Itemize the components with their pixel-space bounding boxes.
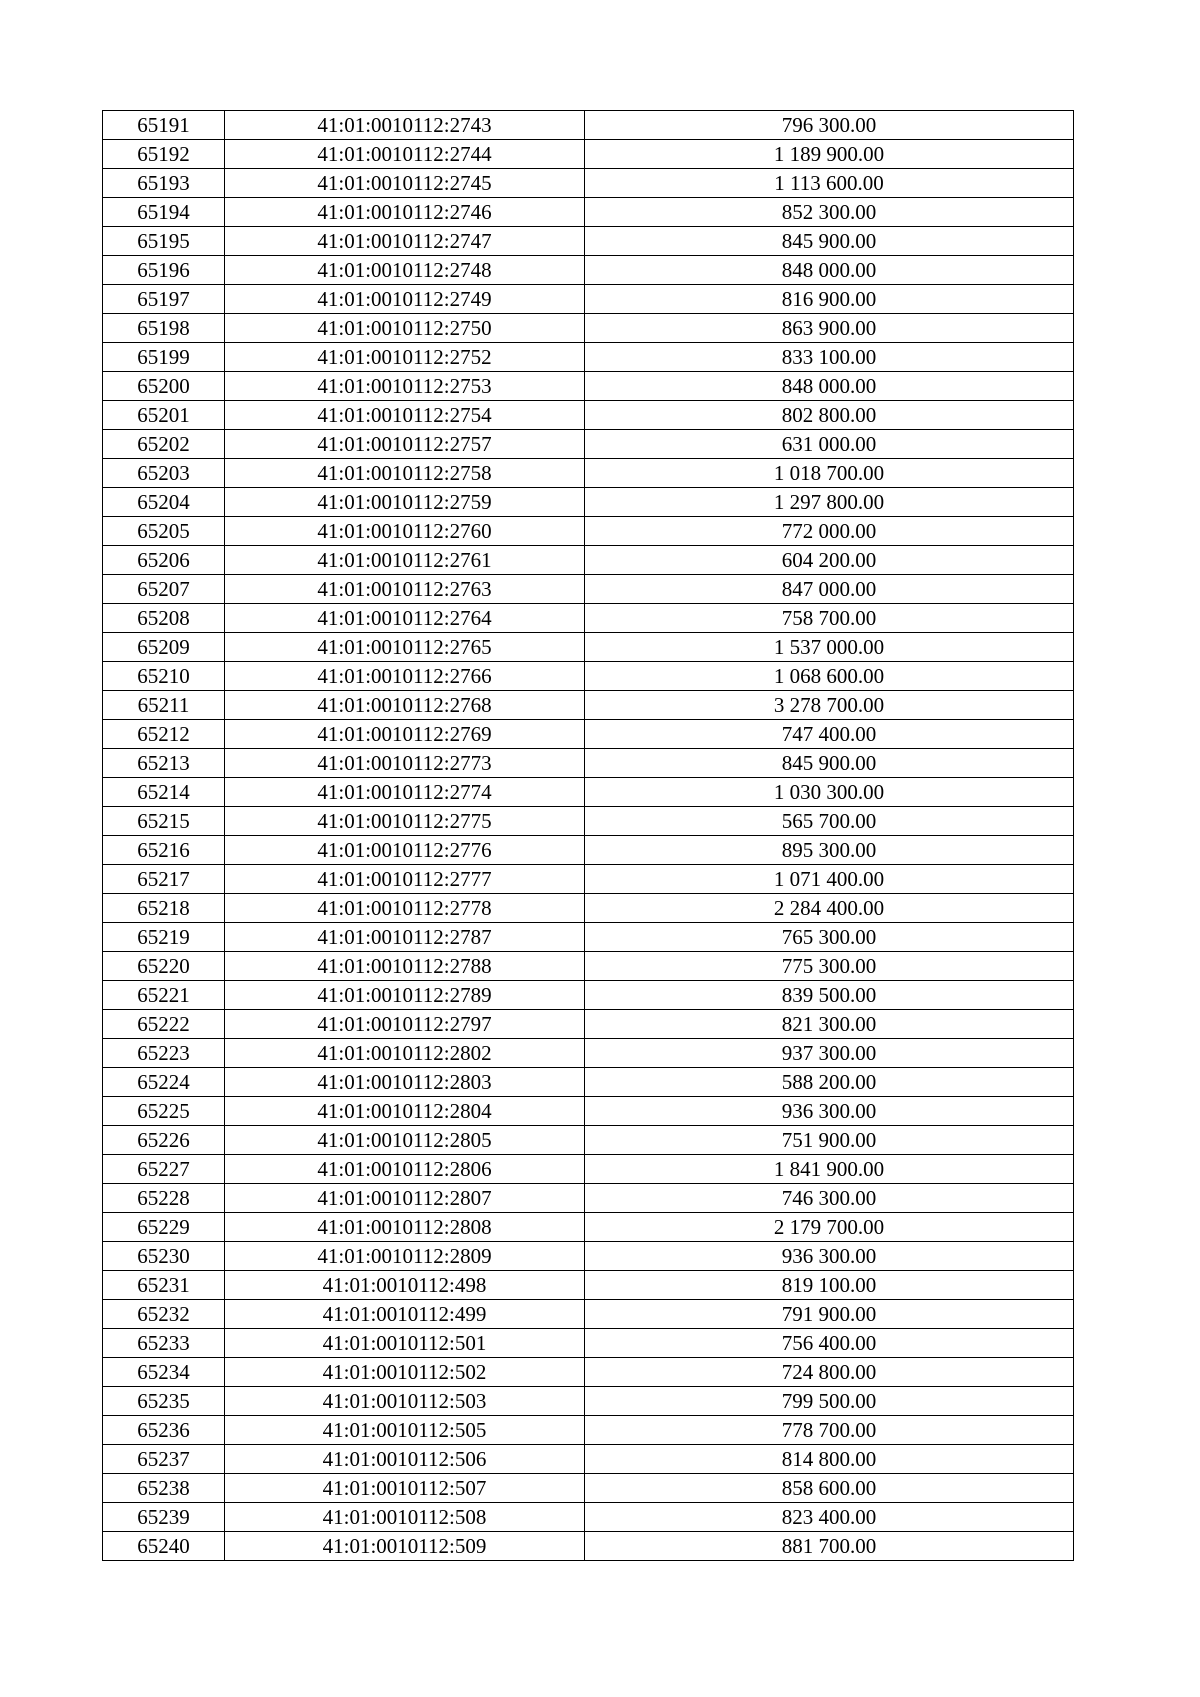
row-number-cell: 65210 [103, 662, 225, 691]
cadastral-number-cell: 41:01:0010112:2768 [225, 691, 585, 720]
row-number-cell: 65236 [103, 1416, 225, 1445]
cadastral-value-cell: 936 300.00 [585, 1097, 1074, 1126]
table-row [103, 169, 1074, 198]
table-row [103, 1358, 1074, 1387]
cadastral-number-cell: 41:01:0010112:2809 [225, 1242, 585, 1271]
row-number-cell: 65227 [103, 1155, 225, 1184]
cadastral-number-cell: 41:01:0010112:2754 [225, 401, 585, 430]
cadastral-value-cell: 746 300.00 [585, 1184, 1074, 1213]
cadastral-value-cell: 772 000.00 [585, 517, 1074, 546]
table-row [103, 1474, 1074, 1503]
table-row [103, 372, 1074, 401]
cadastral-number-cell: 41:01:0010112:2778 [225, 894, 585, 923]
row-number-cell: 65222 [103, 1010, 225, 1039]
table-row [103, 1155, 1074, 1184]
table-row [103, 952, 1074, 981]
cadastral-value-cell: 848 000.00 [585, 372, 1074, 401]
table-row [103, 430, 1074, 459]
cadastral-number-cell: 41:01:0010112:2752 [225, 343, 585, 372]
cadastral-number-cell: 41:01:0010112:2802 [225, 1039, 585, 1068]
cadastral-number-cell: 41:01:0010112:501 [225, 1329, 585, 1358]
table-row [103, 1532, 1074, 1561]
row-number-cell: 65233 [103, 1329, 225, 1358]
cadastral-value-cell: 936 300.00 [585, 1242, 1074, 1271]
cadastral-value-cell: 799 500.00 [585, 1387, 1074, 1416]
cadastral-value-cell: 796 300.00 [585, 111, 1074, 140]
table-row [103, 1242, 1074, 1271]
row-number-cell: 65230 [103, 1242, 225, 1271]
row-number-cell: 65232 [103, 1300, 225, 1329]
table-row [103, 604, 1074, 633]
cadastral-value-cell: 565 700.00 [585, 807, 1074, 836]
row-number-cell: 65212 [103, 720, 225, 749]
table-row [103, 1271, 1074, 1300]
cadastral-value-cell: 588 200.00 [585, 1068, 1074, 1097]
cadastral-value-cell: 765 300.00 [585, 923, 1074, 952]
table-row [103, 691, 1074, 720]
cadastral-value-cell: 604 200.00 [585, 546, 1074, 575]
table-row [103, 778, 1074, 807]
table-row [103, 111, 1074, 140]
cadastral-number-cell: 41:01:0010112:2774 [225, 778, 585, 807]
table-body [103, 111, 1074, 1561]
cadastral-number-cell: 41:01:0010112:2807 [225, 1184, 585, 1213]
cadastral-number-cell: 41:01:0010112:509 [225, 1532, 585, 1561]
cadastral-number-cell: 41:01:0010112:2757 [225, 430, 585, 459]
table-row [103, 981, 1074, 1010]
table-row [103, 1184, 1074, 1213]
cadastral-number-cell: 41:01:0010112:2808 [225, 1213, 585, 1242]
cadastral-number-cell: 41:01:0010112:2759 [225, 488, 585, 517]
table-row [103, 488, 1074, 517]
cadastral-number-cell: 41:01:0010112:2776 [225, 836, 585, 865]
table-row [103, 314, 1074, 343]
table-row [103, 459, 1074, 488]
table-row [103, 749, 1074, 778]
cadastral-number-cell: 41:01:0010112:2773 [225, 749, 585, 778]
cadastral-value-cell: 751 900.00 [585, 1126, 1074, 1155]
cadastral-value-cell: 778 700.00 [585, 1416, 1074, 1445]
table-row [103, 1503, 1074, 1532]
cadastral-value-cell: 747 400.00 [585, 720, 1074, 749]
cadastral-number-cell: 41:01:0010112:2763 [225, 575, 585, 604]
row-number-cell: 65196 [103, 256, 225, 285]
cadastral-value-cell: 1 189 900.00 [585, 140, 1074, 169]
row-number-cell: 65219 [103, 923, 225, 952]
cadastral-value-cell: 3 278 700.00 [585, 691, 1074, 720]
cadastral-number-cell: 41:01:0010112:2760 [225, 517, 585, 546]
cadastral-number-cell: 41:01:0010112:2805 [225, 1126, 585, 1155]
row-number-cell: 65201 [103, 401, 225, 430]
table-row [103, 1300, 1074, 1329]
cadastral-value-cell: 845 900.00 [585, 749, 1074, 778]
row-number-cell: 65240 [103, 1532, 225, 1561]
row-number-cell: 65229 [103, 1213, 225, 1242]
table-row [103, 401, 1074, 430]
cadastral-number-cell: 41:01:0010112:506 [225, 1445, 585, 1474]
cadastral-value-cell: 937 300.00 [585, 1039, 1074, 1068]
row-number-cell: 65234 [103, 1358, 225, 1387]
cadastral-number-cell: 41:01:0010112:2797 [225, 1010, 585, 1039]
cadastral-value-cell: 758 700.00 [585, 604, 1074, 633]
cadastral-value-cell: 756 400.00 [585, 1329, 1074, 1358]
table-row [103, 1445, 1074, 1474]
cadastral-number-cell: 41:01:0010112:2765 [225, 633, 585, 662]
row-number-cell: 65199 [103, 343, 225, 372]
cadastral-value-cell: 845 900.00 [585, 227, 1074, 256]
cadastral-value-cell: 802 800.00 [585, 401, 1074, 430]
table-row [103, 198, 1074, 227]
row-number-cell: 65191 [103, 111, 225, 140]
row-number-cell: 65224 [103, 1068, 225, 1097]
cadastral-value-cell: 1 071 400.00 [585, 865, 1074, 894]
cadastral-value-cell: 1 018 700.00 [585, 459, 1074, 488]
row-number-cell: 65207 [103, 575, 225, 604]
row-number-cell: 65215 [103, 807, 225, 836]
row-number-cell: 65194 [103, 198, 225, 227]
cadastral-value-cell: 1 537 000.00 [585, 633, 1074, 662]
cadastral-value-cell: 863 900.00 [585, 314, 1074, 343]
cadastral-value-cell: 848 000.00 [585, 256, 1074, 285]
table-row [103, 343, 1074, 372]
table-row [103, 836, 1074, 865]
cadastral-value-cell: 631 000.00 [585, 430, 1074, 459]
cadastral-number-cell: 41:01:0010112:2748 [225, 256, 585, 285]
cadastral-number-cell: 41:01:0010112:498 [225, 1271, 585, 1300]
cadastral-number-cell: 41:01:0010112:507 [225, 1474, 585, 1503]
cadastral-number-cell: 41:01:0010112:2804 [225, 1097, 585, 1126]
table-row [103, 517, 1074, 546]
cadastral-number-cell: 41:01:0010112:2743 [225, 111, 585, 140]
row-number-cell: 65200 [103, 372, 225, 401]
table-row [103, 1097, 1074, 1126]
table-row [103, 633, 1074, 662]
row-number-cell: 65205 [103, 517, 225, 546]
cadastral-number-cell: 41:01:0010112:503 [225, 1387, 585, 1416]
row-number-cell: 65204 [103, 488, 225, 517]
row-number-cell: 65203 [103, 459, 225, 488]
cadastral-value-cell: 1 068 600.00 [585, 662, 1074, 691]
cadastral-value-cell: 895 300.00 [585, 836, 1074, 865]
row-number-cell: 65223 [103, 1039, 225, 1068]
cadastral-value-cell: 881 700.00 [585, 1532, 1074, 1561]
table-row [103, 1213, 1074, 1242]
table-row [103, 662, 1074, 691]
row-number-cell: 65211 [103, 691, 225, 720]
row-number-cell: 65237 [103, 1445, 225, 1474]
cadastral-value-cell: 821 300.00 [585, 1010, 1074, 1039]
row-number-cell: 65228 [103, 1184, 225, 1213]
cadastral-number-cell: 41:01:0010112:2749 [225, 285, 585, 314]
table-row [103, 865, 1074, 894]
row-number-cell: 65238 [103, 1474, 225, 1503]
cadastral-number-cell: 41:01:0010112:2806 [225, 1155, 585, 1184]
row-number-cell: 65235 [103, 1387, 225, 1416]
table-row [103, 807, 1074, 836]
cadastral-number-cell: 41:01:0010112:2745 [225, 169, 585, 198]
cadastral-number-cell: 41:01:0010112:2788 [225, 952, 585, 981]
cadastral-value-cell: 775 300.00 [585, 952, 1074, 981]
cadastral-value-cell: 858 600.00 [585, 1474, 1074, 1503]
row-number-cell: 65213 [103, 749, 225, 778]
cadastral-number-cell: 41:01:0010112:2746 [225, 198, 585, 227]
cadastral-value-cell: 724 800.00 [585, 1358, 1074, 1387]
cadastral-number-cell: 41:01:0010112:2753 [225, 372, 585, 401]
cadastral-number-cell: 41:01:0010112:2758 [225, 459, 585, 488]
cadastral-number-cell: 41:01:0010112:2777 [225, 865, 585, 894]
cadastral-value-cell: 814 800.00 [585, 1445, 1074, 1474]
row-number-cell: 65216 [103, 836, 225, 865]
cadastral-number-cell: 41:01:0010112:2744 [225, 140, 585, 169]
cadastral-number-cell: 41:01:0010112:2803 [225, 1068, 585, 1097]
row-number-cell: 65192 [103, 140, 225, 169]
row-number-cell: 65193 [103, 169, 225, 198]
table-row [103, 575, 1074, 604]
cadastral-number-cell: 41:01:0010112:499 [225, 1300, 585, 1329]
row-number-cell: 65239 [103, 1503, 225, 1532]
row-number-cell: 65214 [103, 778, 225, 807]
cadastral-value-cell: 833 100.00 [585, 343, 1074, 372]
row-number-cell: 65206 [103, 546, 225, 575]
cadastral-number-cell: 41:01:0010112:2764 [225, 604, 585, 633]
table-row [103, 894, 1074, 923]
cadastral-number-cell: 41:01:0010112:505 [225, 1416, 585, 1445]
cadastral-number-cell: 41:01:0010112:2769 [225, 720, 585, 749]
table-row [103, 923, 1074, 952]
cadastral-number-cell: 41:01:0010112:2787 [225, 923, 585, 952]
cadastral-number-cell: 41:01:0010112:508 [225, 1503, 585, 1532]
row-number-cell: 65231 [103, 1271, 225, 1300]
row-number-cell: 65218 [103, 894, 225, 923]
table-row [103, 1068, 1074, 1097]
table-row [103, 1416, 1074, 1445]
cadastral-value-cell: 2 284 400.00 [585, 894, 1074, 923]
cadastral-value-cell: 819 100.00 [585, 1271, 1074, 1300]
row-number-cell: 65208 [103, 604, 225, 633]
table-row [103, 1329, 1074, 1358]
table-row [103, 285, 1074, 314]
cadastral-value-table [102, 110, 1074, 1561]
cadastral-number-cell: 41:01:0010112:2750 [225, 314, 585, 343]
cadastral-number-cell: 41:01:0010112:2761 [225, 546, 585, 575]
cadastral-number-cell: 41:01:0010112:502 [225, 1358, 585, 1387]
row-number-cell: 65195 [103, 227, 225, 256]
table-row [103, 140, 1074, 169]
cadastral-value-cell: 1 030 300.00 [585, 778, 1074, 807]
table-row [103, 1387, 1074, 1416]
cadastral-value-cell: 1 297 800.00 [585, 488, 1074, 517]
table-row [103, 546, 1074, 575]
table-row [103, 256, 1074, 285]
row-number-cell: 65198 [103, 314, 225, 343]
table-row [103, 1010, 1074, 1039]
cadastral-value-cell: 791 900.00 [585, 1300, 1074, 1329]
cadastral-value-cell: 1 841 900.00 [585, 1155, 1074, 1184]
cadastral-value-cell: 839 500.00 [585, 981, 1074, 1010]
row-number-cell: 65221 [103, 981, 225, 1010]
row-number-cell: 65226 [103, 1126, 225, 1155]
cadastral-number-cell: 41:01:0010112:2789 [225, 981, 585, 1010]
cadastral-value-cell: 2 179 700.00 [585, 1213, 1074, 1242]
cadastral-number-cell: 41:01:0010112:2775 [225, 807, 585, 836]
cadastral-value-cell: 1 113 600.00 [585, 169, 1074, 198]
cadastral-value-cell: 847 000.00 [585, 575, 1074, 604]
table-row [103, 1039, 1074, 1068]
cadastral-value-cell: 823 400.00 [585, 1503, 1074, 1532]
row-number-cell: 65197 [103, 285, 225, 314]
row-number-cell: 65225 [103, 1097, 225, 1126]
cadastral-value-cell: 816 900.00 [585, 285, 1074, 314]
cadastral-value-cell: 852 300.00 [585, 198, 1074, 227]
table-row [103, 1126, 1074, 1155]
row-number-cell: 65217 [103, 865, 225, 894]
table-row [103, 227, 1074, 256]
table-row [103, 720, 1074, 749]
cadastral-number-cell: 41:01:0010112:2747 [225, 227, 585, 256]
row-number-cell: 65220 [103, 952, 225, 981]
row-number-cell: 65209 [103, 633, 225, 662]
row-number-cell: 65202 [103, 430, 225, 459]
cadastral-number-cell: 41:01:0010112:2766 [225, 662, 585, 691]
